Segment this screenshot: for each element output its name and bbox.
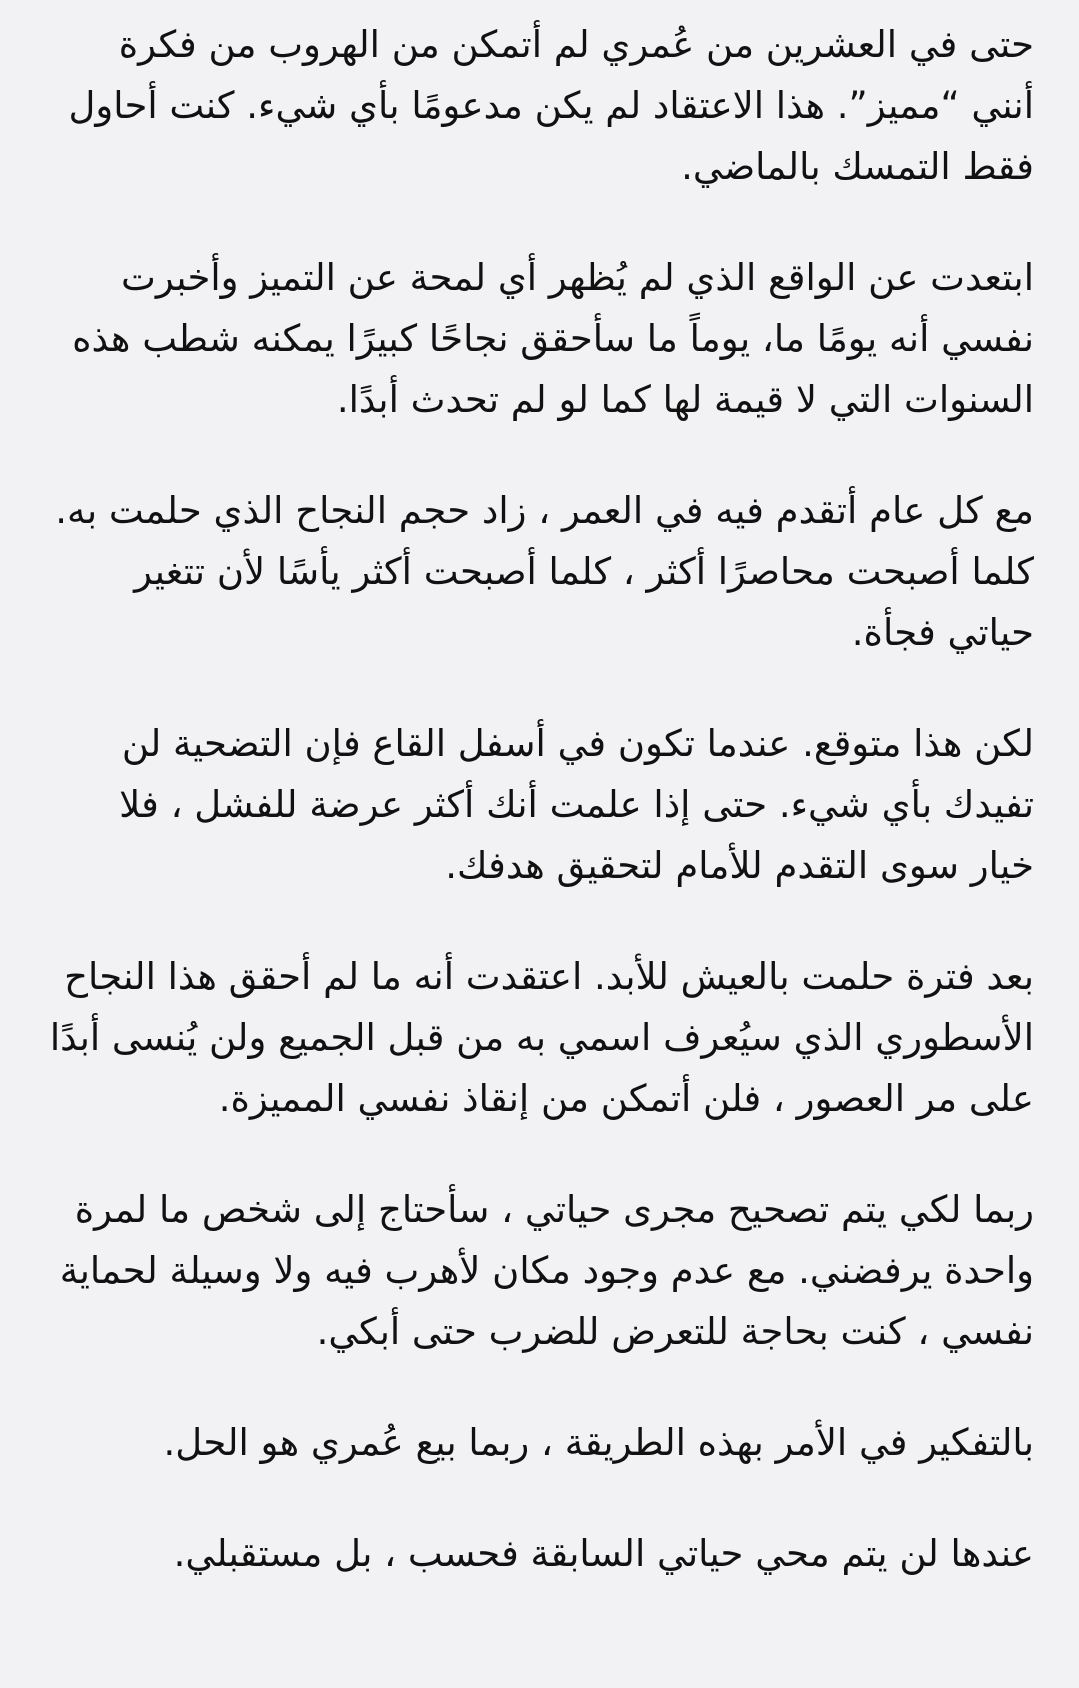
- paragraph: ربما لكي يتم تصحيح مجرى حياتي ، سأحتاج إلى شخص ما لمرة واحدة يرفضني. مع عدم وجود مكان لأهرب فيه ولا وسيلة لحماية نفسي ، كنت بحاجة للتعرض للضرب حتى أبكي.: [59, 1188, 1034, 1353]
- paragraph: لكن هذا متوقع. عندما تكون في أسفل القاع فإن التضحية لن تفيدك بأي شيء. حتى إذا علمت أنك أكثر عرضة للفشل ، فلا خيار سوى التقدم للأمام لتحقيق هدفك.: [119, 722, 1034, 887]
- paragraph: بعد فترة حلمت بالعيش للأبد. اعتقدت أنه ما لم أحقق هذا النجاح الأسطوري الذي سيُعرف اسمي به من قبل الجميع ولن يُنسى أبدًا على مر العصور ، فلن أتمكن من إنقاذ نفسي المميزة.: [49, 955, 1034, 1120]
- paragraph: بالتفكير في الأمر بهذه الطريقة ، ربما بيع عُمري هو الحل.: [163, 1421, 1034, 1464]
- paragraph: حتى في العشرين من عُمري لم أتمكن من الهروب من فكرة أنني “مميز”. هذا الاعتقاد لم يكن مدعومًا بأي شيء. كنت أحاول فقط التمسك بالماضي.: [68, 23, 1034, 188]
- paragraph: عندها لن يتم محي حياتي السابقة فحسب ، بل مستقبلي.: [173, 1532, 1034, 1575]
- paragraph: ابتعدت عن الواقع الذي لم يُظهر أي لمحة عن التميز وأخبرت نفسي أنه يومًا ما، يوماً ما سأحقق نجاحًا كبيرًا يمكنه شطب هذه السنوات التي لا قيمة لها كما لو لم تحدث أبدًا.: [72, 256, 1034, 421]
- paragraph: مع كل عام أتقدم فيه في العمر ، زاد حجم النجاح الذي حلمت به. كلما أصبحت محاصرًا أكثر ، كلما أصبحت أكثر يأسًا لأن تتغير حياتي فجأة.: [55, 489, 1034, 654]
- article-body: [45, 14, 1034, 1584]
